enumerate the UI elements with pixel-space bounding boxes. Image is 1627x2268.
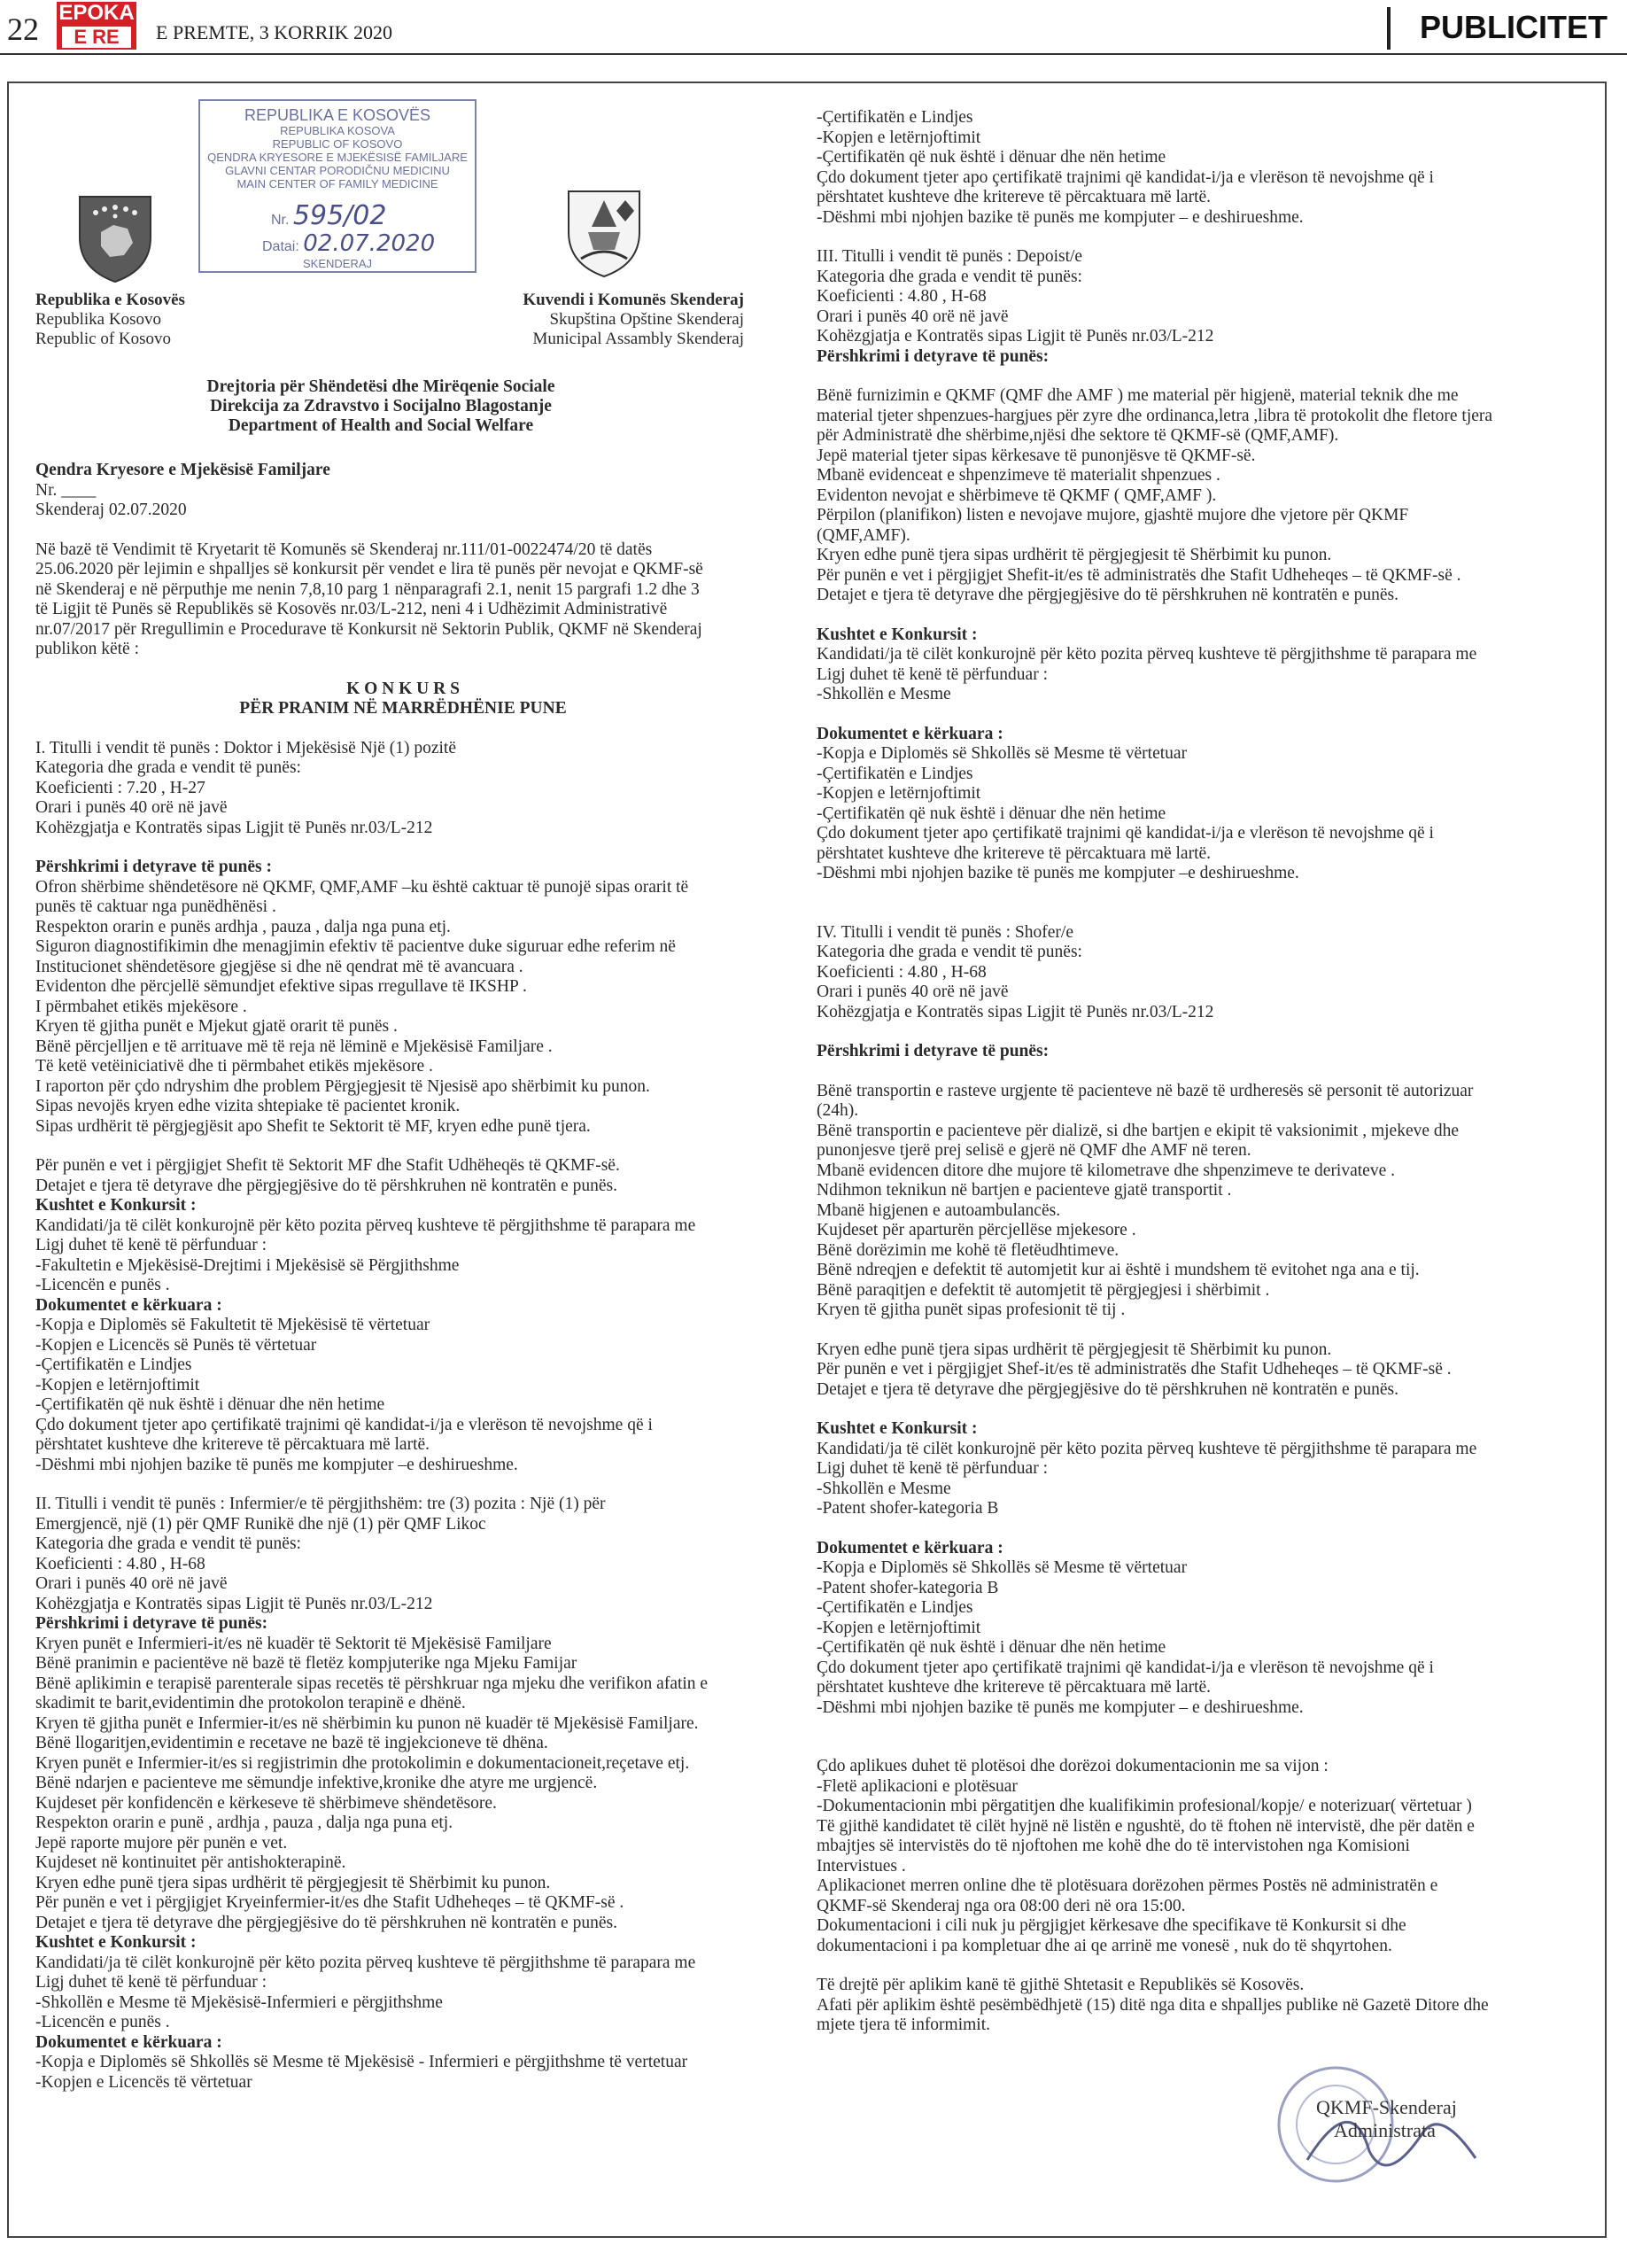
text-line: Për punën e vet i përgjigjet Shefit-it/es të administratës dhe Stafit Udheheqes – të QKMF-së .: [817, 565, 1461, 585]
text-line: Bënë paraqitjen e defektit të automjetit të përgjegjesi i shërbimit .: [817, 1280, 1270, 1300]
text-line: nr.07/2017 për Rregullimin e Procedurave të Konkursit në Sektorin Publik, QKMF në Skenderaj: [35, 619, 702, 639]
text-line: përshtatet kushteve dhe kritereve të përcaktuara më lartë.: [817, 1678, 1212, 1697]
blank-line: [817, 1022, 1492, 1042]
left-text-column: [35, 461, 771, 2093]
text-line: përshtatet kushteve dhe kritereve të përcaktuara më lartë.: [817, 188, 1212, 206]
text-line: Dokumentet e kërkuara :: [817, 1538, 1003, 1557]
text-line: Evidenton dhe përcjellë sëmundjet efektive sipas rregullave të IKSHP .: [35, 977, 527, 996]
text-line: Bënë pranimin e pacientëve në bazë të fletëz kompjuterike nga Mjeku Famijar: [35, 1654, 577, 1673]
text-line: Kandidati/ja të cilët konkurojnë për këto pozita përveq kushteve të përgjithshme të parapara me: [35, 1953, 696, 1972]
text-line: -Çertifikatën e Lindjes: [817, 108, 973, 127]
text-line: Ligj duhet të kenë të përfunduar :: [817, 664, 1048, 684]
text-line: Kushtet e Konkursit :: [35, 1933, 197, 1952]
blank-line: [817, 705, 1492, 725]
text-line: Kohëzgjatja e Kontratës sipas Ligjit të Punës nr.03/L-212: [817, 327, 1214, 346]
masthead-left: [35, 291, 185, 349]
blank-line: [35, 1475, 771, 1495]
text-line: dokumentacioni i pa kompletuar dhe ai qe arrinë me vonesë , nuk do të shqyrtohen.: [817, 1936, 1392, 1955]
text-line: Nr. ____: [35, 480, 97, 500]
blank-line: [817, 606, 1492, 625]
stamp-nr-value: 595/02: [292, 200, 387, 231]
text-line: në Skenderaj e në përputhje me nenin 7,8,10 parg 1 nënparagrafi 2.1, nenit 15 pargrafi 1.2 dhe 3: [35, 579, 700, 599]
text-line: Kryen edhe punë tjera sipas urdhërit të përgjegjesit të Shërbimit ku punon.: [817, 546, 1332, 564]
text-line: Respekton orarin e punë , ardhja , pauza , dalja nga puna etj.: [35, 1814, 453, 1832]
text-line: Çdo aplikues duhet të plotësoi dhe dorëzoi dokumentacionin me sa vijon :: [817, 1757, 1329, 1775]
text-line: -Kopjen e letërnjoftimit: [817, 1618, 981, 1637]
text-line: Për punën e vet i përgjigjet Kryeinfermier-it/es dhe Stafit Udheheqes – të QKMF-së .: [35, 1893, 624, 1912]
text-line: -Dëshmi mbi njohjen bazike të punës me kompjuter –e deshirueshme.: [817, 864, 1299, 882]
text-line: -Shkollën e Mesme: [817, 1479, 951, 1498]
masthead-line: Republic of Kosovo: [35, 330, 172, 348]
text-line: Koeficienti : 7.20 , H-27: [35, 778, 205, 797]
text-line: Kujdeset në kontinuitet për antishokterapinë.: [35, 1853, 346, 1872]
stamp-line: GLAVNI CENTAR PORODIČNU MEDICINU: [225, 164, 450, 177]
text-line: Koeficienti : 4.80 , H-68: [817, 287, 987, 306]
text-line: Përshkrimi i detyrave të punës:: [35, 1614, 268, 1633]
text-line: Kryen të gjitha punët sipas profesionit të tij .: [817, 1301, 1126, 1319]
text-line: Institucionet shëndetësore gjegjëse si dhe në qendrat më të avancuara .: [35, 957, 523, 976]
text-line: -Kopja e Diplomës së Shkollës së Mesme të vërtetuar: [817, 744, 1188, 763]
text-line: Kushtet e Konkursit :: [817, 1419, 978, 1438]
logo-top-text: EPOKA: [58, 1, 135, 25]
text-line: I përmbahet etikës mjekësore .: [35, 997, 247, 1016]
masthead-line: Republika e Kosovës: [35, 291, 185, 309]
text-line: Evidenton nevojat e shërbimeve të QKMF ( QMF,AMF ).: [817, 485, 1217, 505]
text-line: Ligj duhet të kenë të përfunduar :: [35, 1236, 267, 1254]
text-line: Përpilon (planifikon) listen e nevojave mujore, gjashtë mujore dhe vjetore për QKMF: [817, 506, 1409, 524]
text-line: -Kopja e Diplomës së Shkollës së Mesme të vërtetuar: [817, 1558, 1188, 1577]
blank-line: [817, 1400, 1492, 1419]
text-line: përshtatet kushteve dhe kritereve të përcaktuara më lartë.: [35, 1435, 430, 1454]
text-line: Skenderaj 02.07.2020: [35, 501, 187, 519]
text-line: Bënë llogaritjen,evidentimin e recetave ne bazë të ingjekcioneve të dhëna.: [35, 1734, 548, 1752]
text-line: skadimit te barit,evidentimin dhe protokolon terapinë e dhënë.: [35, 1694, 466, 1713]
text-line: Sipas nevojës kryen edhe vizita shtepiake të pacientet kronik.: [35, 1097, 461, 1115]
stamp-line: QENDRA KRYESORE E MJEKËSISË FAMILJARE: [207, 151, 468, 164]
blank-line: [817, 228, 1492, 247]
stamp-line: REPUBLIKA KOSOVA: [280, 124, 395, 137]
text-line: -Kopjen e letërnjoftimit: [817, 784, 981, 803]
text-line: Dokumentet e kërkuara :: [35, 1295, 222, 1315]
text-line: I raporton për çdo ndryshim dhe problem Përgjegjesit të Njesisë apo shërbimit ku punon.: [35, 1076, 650, 1096]
text-line: Ligj duhet të kenë të përfunduar :: [35, 1973, 267, 1992]
text-line: Të ketë vetëiniciativë dhe ti përmbahet etikës mjekësore .: [35, 1057, 433, 1076]
text-line: -Dokumentacionin mbi përgatitjen dhe kualifikimin profesional/kopje/ e noterizuar( vërtetuar ): [817, 1797, 1472, 1815]
text-line: Kohëzgjatja e Kontratës sipas Ligjit të Punës nr.03/L-212: [35, 818, 433, 837]
text-line: Kategoria dhe grada e vendit të punës:: [817, 943, 1082, 961]
blank-line: [817, 884, 1492, 904]
text-line: Të gjithë kandidatet të cilët hyjnë në listën e ngushtë, do të ftohen në intervistë, dhe për datën e: [817, 1816, 1475, 1836]
logo-bottom-text: E RE: [62, 27, 131, 48]
text-line: III. Titulli i vendit të punës : Depoist/e: [817, 247, 1083, 266]
text-line: Koeficienti : 4.80 , H-68: [817, 962, 987, 982]
text-line: përshtatet kushteve dhe kritereve të përcaktuara më lartë.: [817, 843, 1212, 863]
text-line: të Ligjit të Punës së Republikës së Kosovës nr.03/L-212, neni 4 i Udhëzimit Administrativë: [35, 600, 668, 618]
blank-line: [817, 1321, 1492, 1340]
text-line: Jepë raporte mujore për punën e vet.: [35, 1833, 288, 1852]
text-line: Dokumentet e kërkuara :: [35, 2032, 222, 2052]
text-line: Të drejtë për aplikim kanë të gjithë Shtetasit e Republikës së Kosovës.: [817, 1976, 1305, 1994]
text-line: Bënë dorëzimin me kohë të fletëudhtimeve.: [817, 1240, 1120, 1260]
signature-line: Administrata: [1334, 2119, 1436, 2141]
text-line: Afati për aplikim është pesëmbëdhjetë (15) ditë nga dita e shpalljes publike në Gazetë Ditore dhe: [817, 1995, 1489, 2015]
text-line: Kushtet e Konkursit :: [35, 1196, 197, 1215]
text-line: Detajet e tjera të detyrave dhe përgjegjësive do të përshkruhen në kontratën e punës.: [817, 586, 1398, 604]
text-line: Përshkrimi i detyrave të punës:: [817, 1042, 1050, 1060]
text-line: Koeficienti : 4.80 , H-68: [35, 1554, 205, 1573]
text-line: Mbanë evidenceat e shpenzimeve të materialit shpenzues .: [817, 466, 1220, 485]
text-line: mjete tjera të informimit.: [817, 2016, 991, 2034]
text-line: Qendra Kryesore e Mjekësisë Familjare: [35, 461, 330, 479]
text-line: -Çertifikatën e Lindjes: [817, 1598, 973, 1617]
blank-line: [35, 719, 771, 739]
masthead-line: Municipal Assambly Skenderaj: [532, 330, 744, 348]
text-line: Orari i punës 40 orë në javë: [817, 983, 1009, 1001]
text-line: për Administratë dhe shërbime,njësi dhe sektore të QKMF-së (QMF,AMF).: [817, 426, 1339, 445]
text-line: Orari i punës 40 orë në javë: [35, 1574, 228, 1593]
text-line: Përshkrimi i detyrave të punës :: [35, 858, 273, 876]
masthead-line: Republika Kosovo: [35, 310, 161, 329]
text-line: -Fletë aplikacioni e plotësuar: [817, 1776, 1018, 1796]
text-line: mbajtjes së intervistës do të njoftohen me kohë dhe do të intervistohen nga Komisioni: [817, 1837, 1410, 1855]
text-line: -Kopja e Diplomës së Shkollës së Mesme të Mjekësisë - Infermieri e përgjithshme të vertetuar: [35, 2053, 688, 2071]
text-line: Në bazë të Vendimit të Kryetarit të Komunës së Skenderaj nr.111/01-0022474/20 të datës: [35, 540, 653, 559]
text-line: Përshkrimi i detyrave të punës:: [817, 346, 1050, 366]
text-line: Sipas urdhërit të përgjegjësit apo Shefit te Sektorit të MF, kryen edhe punë tjera.: [35, 1116, 591, 1136]
text-line: Kandidati/ja të cilët konkurojnë për këto pozita përveq kushteve të përgjithshme të parapara me: [817, 1439, 1477, 1458]
text-line: Bënë ndreqjen e defektit të automjetit kur ai është i mundshem të evitohet nga ana e tij.: [817, 1261, 1420, 1279]
text-line: -Kopjen e letërnjoftimit: [817, 128, 981, 147]
blank-line: [817, 1956, 1492, 1976]
text-line: Bënë aplikimin e terapisë parenterale sipas recetës të përshkruar nga mjeku dhe verifikon afatin e: [35, 1674, 709, 1693]
text-line: Bënë ndarjen e pacienteve me sëmundje infektive,kronike dhe atyre me urgjencë.: [35, 1774, 598, 1792]
text-line: Kategoria dhe grada e vendit të punës:: [35, 758, 301, 777]
text-line: -Çertifikatën që nuk është i dënuar dhe nën hetime: [817, 1638, 1166, 1657]
text-line: Kategoria dhe grada e vendit të punës:: [35, 1534, 301, 1553]
text-line: -Licencën e punës .: [35, 2013, 170, 2031]
text-line: Detajet e tjera të detyrave dhe përgjegjësive do të përshkruhen në kontratën e punës.: [817, 1379, 1398, 1399]
signature-line: QKMF-Skenderaj: [1316, 2096, 1457, 2118]
text-line: Dokumentet e kërkuara :: [817, 724, 1003, 743]
text-line: Kujdeset për aparturën përcjellëse mjekesore .: [817, 1221, 1136, 1239]
text-line: Çdo dokument tjeter apo çertifikatë trajnimi që kandidat-i/ja e vlerëson të nevojshme që i: [817, 167, 1434, 187]
blank-line: [35, 1137, 771, 1156]
text-line: -Shkollën e Mesme të Mjekësisë-Infermieri e përgjithshme: [35, 1992, 443, 2012]
blank-line: [35, 838, 771, 858]
text-line: Kryen të gjitha punët e Mjekut gjatë orarit të punës .: [35, 1017, 398, 1036]
text-line: Kohëzgjatja e Kontratës sipas Ligjit të Punës nr.03/L-212: [35, 1594, 433, 1613]
blank-line: [817, 904, 1492, 923]
registration-stamp: [198, 99, 476, 273]
blank-line: [817, 1718, 1492, 1737]
text-line: Ndihmon teknikun në bartjen e pacienteve gjatë transportit .: [817, 1181, 1232, 1200]
text-line: -Çertifikatën e Lindjes: [35, 1355, 192, 1374]
text-line: Çdo dokument tjeter apo çertifikatë trajnimi që kandidat-i/ja e vlerëson të nevojshme që i: [817, 824, 1434, 843]
issue-date: E PREMTE, 3 KORRIK 2020: [156, 21, 393, 43]
text-line: Bënë transportin e rasteve urgjente të pacienteve në bazë të urdheresës së personit të autorizuar: [817, 1081, 1474, 1100]
text-line: Bënë furnizimin e QKMF (QMF dhe AMF ) me material për higjenë, material teknik dhe me: [817, 386, 1459, 405]
newspaper-header: [0, 0, 1627, 55]
newspaper-logo: [57, 2, 136, 50]
text-line: publikon këtë :: [35, 640, 139, 658]
text-line: Detajet e tjera të detyrave dhe përgjegjësive do të përshkruhen në kontratën e punës.: [35, 1913, 617, 1932]
stamp-city: SKENDERAJ: [302, 257, 373, 270]
text-line: 25.06.2020 për lejimin e shpalljes së konkursit për vendet e lira të punës për nevojat e QKMF-së: [35, 560, 703, 579]
text-line: Aplikacionet merren online dhe të plotësuara dorëzohen përmes Postës në administratën e: [817, 1876, 1438, 1895]
text-line: -Dëshmi mbi njohjen bazike të punës me kompjuter – e deshirueshme.: [817, 207, 1304, 227]
text-line: -Patent shofer-kategoria B: [817, 1578, 999, 1597]
text-line: Kryen edhe punë tjera sipas urdhërit të përgjegjesit të Shërbimit ku punon.: [35, 1873, 551, 1892]
text-line: Kryen të gjitha punët e Infermier-it/es në shërbimin ku punon në kuadër të Mjekësisë Familjare.: [35, 1713, 699, 1733]
text-line: K O N K U R S: [346, 679, 460, 698]
text-line: Bënë përcjelljen e të arrituave më të reja në lëminë e Mjekësisë Familjare .: [35, 1037, 553, 1056]
text-line: Çdo dokument tjeter apo çertifikatë trajnimi që kandidat-i/ja e vlerëson të nevojshme që i: [35, 1415, 653, 1434]
text-line: Për punën e vet i përgjigjet Shef-it/es të administratës dhe Stafit Udheheqes – të QKMF-së .: [817, 1360, 1452, 1379]
text-line: -Patent shofer-kategoria B: [817, 1499, 999, 1518]
text-line: -Kopjen e Licencës të vërtetuar: [35, 2072, 252, 2092]
section-divider: [1387, 7, 1391, 50]
text-line: punës të caktuar nga punëdhënësi .: [35, 897, 276, 916]
stamp-date-value: 02.07.2020: [303, 230, 436, 257]
masthead-line: Skupština Opštine Skenderaj: [549, 310, 744, 329]
stamp-nr-label: Nr.: [271, 213, 290, 228]
text-line: Kryen edhe punë tjera sipas urdhërit të përgjegjesit të Shërbimit ku punon.: [817, 1340, 1332, 1359]
stamp-date-label: Datai:: [262, 239, 299, 254]
department-heading: [168, 377, 593, 436]
text-line: (24h).: [817, 1101, 859, 1120]
text-line: (QMF,AMF).: [817, 525, 910, 545]
text-line: PËR PRANIM NË MARRËDHËNIE PUNE: [239, 699, 567, 718]
stamp-line: REPUBLIKA E KOSOVËS: [244, 106, 431, 124]
text-line: -Çertifikatën që nuk është i dënuar dhe nën hetime: [35, 1395, 385, 1414]
text-line: Respekton orarin e punës ardhja , pauza , dalja nga puna etj.: [35, 917, 451, 936]
blank-line: [35, 521, 771, 540]
text-line: Orari i punës 40 orë në javë: [35, 798, 228, 817]
section-title: PUBLICITET: [1420, 9, 1608, 45]
text-line: Kryen punët e Infermier-it/es si regjistrimin dhe protokolimin e dokumentacioneit,reçetave etj.: [35, 1753, 690, 1773]
text-line: IV. Titulli i vendit të punës : Shofer/e: [817, 922, 1073, 942]
department-line: Direkcija za Zdravstvo i Socijalno Blagostanje: [210, 397, 552, 416]
text-line: -Licencën e punës .: [35, 1276, 170, 1294]
text-line: -Fakultetin e Mjekësisë-Drejtimi i Mjekësisë së Përgjithshme: [35, 1255, 460, 1275]
text-line: Kandidati/ja të cilët konkurojnë për këto pozita përveq kushteve të përgjithshme të parapara me: [35, 1216, 696, 1235]
text-line: -Shkollën e Mesme: [817, 685, 951, 703]
text-line: punonjesve tjerë prej selisë e gjerë në QMF dhe AMF në teren.: [817, 1141, 1251, 1160]
text-line: Kryen punët e Infermieri-it/es në kuadër të Sektorit të Mjekësisë Familjare: [35, 1634, 552, 1653]
text-line: Kushtet e Konkursit :: [817, 625, 978, 644]
text-line: QKMF-së Skenderaj nga ora 08:00 deri në ora 15:00.: [817, 1896, 1186, 1915]
text-line: Kohëzgjatja e Kontratës sipas Ligjit të Punës nr.03/L-212: [817, 1002, 1214, 1021]
department-line: Department of Health and Social Welfare: [228, 416, 534, 435]
text-line: Intervistues .: [817, 1856, 906, 1876]
text-line: Siguron diagnostifikimin dhe menagjimin efektiv të pacientve duke siguruar edhe referim në: [35, 937, 676, 956]
blank-line: [817, 1519, 1492, 1539]
masthead-line: Kuvendi i Komunës Skenderaj: [523, 291, 744, 309]
text-line: Emergjencë, një (1) për QMF Runikë dhe një (1) për QMF Likoc: [35, 1514, 486, 1534]
stamp-line: MAIN CENTER OF FAMILY MEDICINE: [236, 177, 438, 190]
text-line: material tjeter shpenzues-hargjues për zyre dhe ordinanca,letra ,libra të protokolit dhe fletore tjera: [817, 406, 1493, 425]
right-text-column: [817, 108, 1492, 2036]
text-line: Bënë transportin e pacienteve për dializë, si dhe bartjen e ekipit të vaksionimit , mjekeve dhe: [817, 1121, 1460, 1140]
department-line: Drejtoria për Shëndetësi dhe Mirëqenie Sociale: [206, 377, 555, 396]
text-line: -Kopja e Diplomës së Fakultetit të Mjekësisë të vërtetuar: [35, 1316, 430, 1334]
blank-line: [35, 660, 771, 680]
header-rule: [0, 53, 1627, 55]
text-line: Ofron shërbime shëndetësore në QKMF, QMF,AMF –ku është caktuar të punojë sipas orarit të: [35, 877, 689, 897]
text-line: -Dëshmi mbi njohjen bazike të punës me kompjuter – e deshirueshme.: [817, 1697, 1304, 1717]
text-line: Detajet e tjera të detyrave dhe përgjegjësive do të përshkruhen në kontratën e punës.: [35, 1176, 617, 1195]
text-line: Mbanë higjenen e autoambulancës.: [817, 1200, 1061, 1220]
skenderaj-municipal-emblem-icon: [563, 188, 645, 280]
text-line: Dokumentacioni i cili nuk ju përgjigjet kërkesave dhe specifikave të Konkursit si dhe: [817, 1916, 1406, 1935]
text-line: Kujdeset për konfidencën e kërkeseve të shërbimeve shëndetësore.: [35, 1793, 497, 1813]
text-line: -Çertifikatën që nuk është i dënuar dhe nën hetime: [817, 804, 1166, 823]
text-line: -Çertifikatën e Lindjes: [817, 764, 973, 783]
text-line: -Çertifikatën që nuk është i dënuar dhe nën hetime: [817, 148, 1166, 167]
text-line: Çdo dokument tjeter apo çertifikatë trajnimi që kandidat-i/ja e vlerëson të nevojshme që i: [817, 1658, 1434, 1677]
text-line: Kategoria dhe grada e vendit të punës:: [817, 267, 1082, 286]
masthead-right: [496, 291, 744, 349]
stamp-line: REPUBLIC OF KOSOVO: [272, 137, 403, 151]
text-line: Orari i punës 40 orë në javë: [817, 307, 1009, 326]
signature-block: [1316, 2096, 1457, 2142]
blank-line: [817, 1062, 1492, 1082]
text-line: II. Titulli i vendit të punës : Infermier/e të përgjithshëm: tre (3) pozita : Një (1) për: [35, 1495, 606, 1513]
text-line: -Kopjen e letërnjoftimit: [35, 1375, 200, 1394]
text-line: -Dëshmi mbi njohjen bazike të punës me kompjuter –e deshirueshme.: [35, 1455, 518, 1474]
text-line: Për punën e vet i përgjigjet Shefit të Sektorit MF dhe Stafit Udhëheqës të QKMF-së.: [35, 1156, 620, 1175]
page-number: 22: [7, 12, 39, 47]
text-line: I. Titulli i vendit të punës : Doktor i Mjekësisë Një (1) pozitë: [35, 738, 456, 757]
text-line: Ligj duhet të kenë të përfunduar :: [817, 1459, 1048, 1478]
text-line: Kandidati/ja të cilët konkurojnë për këto pozita përveq kushteve të përgjithshme të parapara me: [817, 645, 1477, 664]
text-line: Jepë material tjeter sipas kërkesave të punonjësve të QKMF-së.: [817, 446, 1256, 465]
text-line: Mbanë evidencen ditore dhe mujore të kilometrave dhe shpenzimeve te derivateve .: [817, 1161, 1395, 1180]
text-line: -Kopjen e Licencës së Punës të vërtetuar: [35, 1335, 317, 1355]
blank-line: [817, 367, 1492, 386]
kosovo-coat-of-arms-icon: [74, 193, 156, 285]
blank-line: [817, 1737, 1492, 1757]
